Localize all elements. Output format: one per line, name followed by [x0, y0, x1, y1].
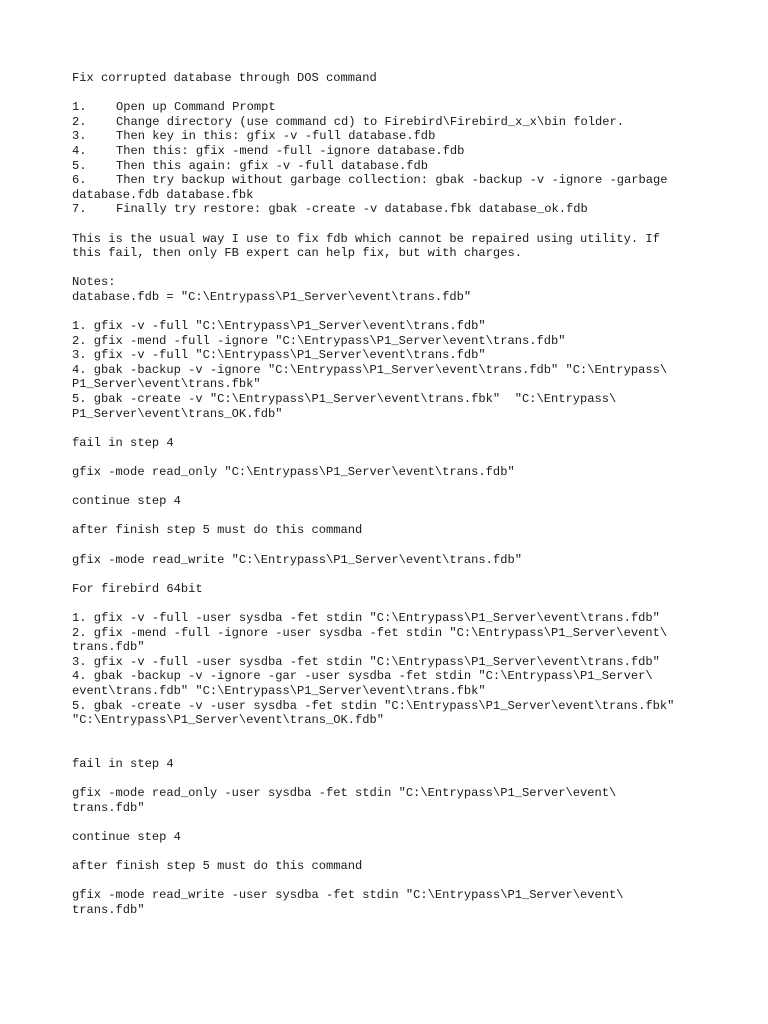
firebird-64bit-heading: For firebird 64bit: [72, 581, 203, 596]
fail-step-note: fail in step 4: [72, 756, 174, 771]
spacer: [72, 450, 762, 465]
read-only-command: trans.fdb": [72, 800, 145, 815]
step-text: Then this again: gfix -v -full database.fdb: [116, 158, 429, 173]
spacer: [72, 509, 762, 524]
step-number: 2.: [72, 114, 87, 129]
step-number: 6.: [72, 173, 87, 188]
command-line: P1_Server\event\trans_OK.fdb": [72, 406, 283, 421]
command-line: trans.fdb": [72, 640, 145, 655]
step-text: Then key in this: gfix -v -full database.fdb: [116, 129, 436, 144]
after-finish-note: after finish step 5 must do this command: [72, 523, 363, 538]
usual-way-line: this fail, then only FB expert can help fix, but with charges.: [72, 246, 522, 261]
command-line: 3. gfix -v -full -user sysdba -fet stdin "C:\Entrypass\P1_Server\event\trans.fdb": [72, 654, 660, 669]
read-write-command: gfix -mode read_write -user sysdba -fet stdin "C:\Entrypass\P1_Server\event\: [72, 888, 624, 903]
command-line: 2. gfix -mend -full -ignore -user sysdba -fet stdin "C:\Entrypass\P1_Server\event\: [72, 625, 668, 640]
spacer: [72, 874, 762, 889]
notes-label: Notes:: [72, 275, 116, 290]
step-number: 1.: [72, 100, 87, 115]
command-line: event\trans.fdb" "C:\Entrypass\P1_Server\event\trans.fbk": [72, 683, 486, 698]
spacer: [72, 772, 762, 787]
continue-note: continue step 4: [72, 494, 181, 509]
step-item: [72, 173, 762, 188]
document-page: [72, 71, 762, 917]
read-only-command: gfix -mode read_only -user sysdba -fet stdin "C:\Entrypass\P1_Server\event\: [72, 786, 617, 801]
spacer: [72, 844, 762, 859]
spacer: [72, 742, 762, 757]
read-write-command: gfix -mode read_write "C:\Entrypass\P1_Server\event\trans.fdb": [72, 552, 522, 567]
spacer: [72, 728, 762, 743]
command-line: 3. gfix -v -full "C:\Entrypass\P1_Server\event\trans.fdb": [72, 348, 486, 363]
command-line: 5. gbak -create -v -user sysdba -fet stdin "C:\Entrypass\P1_Server\event\trans.fbk": [72, 698, 675, 713]
step-item: [72, 129, 762, 144]
read-write-command: trans.fdb": [72, 902, 145, 917]
step-text: Finally try restore: gbak -create -v database.fbk database_ok.fdb: [116, 202, 588, 217]
step-number: 4.: [72, 143, 87, 158]
step-text: Change directory (use command cd) to Firebird\Firebird_x_x\bin folder.: [116, 114, 625, 129]
step-number: 5.: [72, 158, 87, 173]
document-title: Fix corrupted database through DOS command: [72, 71, 377, 85]
step-item: [72, 100, 762, 115]
spacer: [72, 596, 762, 611]
command-line: 4. gbak -backup -v -ignore "C:\Entrypass\P1_Server\event\trans.fdb" "C:\Entrypass\: [72, 362, 668, 377]
steps-list: [72, 100, 762, 217]
step-number: 7.: [72, 202, 87, 217]
command-line: P1_Server\event\trans.fbk": [72, 377, 261, 392]
usual-way-line: This is the usual way I use to fix fdb which cannot be repaired using utility. If: [72, 231, 660, 246]
spacer: [72, 217, 762, 232]
step-item: [72, 115, 762, 130]
spacer: [72, 815, 762, 830]
spacer: [72, 567, 762, 582]
command-line: 5. gbak -create -v "C:\Entrypass\P1_Server\event\trans.fbk" "C:\Entrypass\: [72, 392, 617, 407]
step-text-continuation: database.fdb database.fbk: [72, 187, 254, 202]
step-text: Then this: gfix -mend -full -ignore database.fdb: [116, 143, 465, 158]
commands-64bit: [72, 611, 762, 728]
step-number: 3.: [72, 129, 87, 144]
commands-32bit: [72, 319, 762, 421]
spacer: [72, 538, 762, 553]
after-finish-note: after finish step 5 must do this command: [72, 859, 363, 874]
spacer: [72, 480, 762, 495]
command-line: 4. gbak -backup -v -ignore -gar -user sysdba -fet stdin "C:\Entrypass\P1_Server\: [72, 669, 653, 684]
spacer: [72, 421, 762, 436]
step-item: [72, 144, 762, 159]
read-only-command: gfix -mode read_only "C:\Entrypass\P1_Server\event\trans.fdb": [72, 465, 515, 480]
notes-db-path: database.fdb = "C:\Entrypass\P1_Server\event\trans.fdb": [72, 289, 472, 304]
step-item: [72, 202, 762, 217]
fail-step-note: fail in step 4: [72, 435, 174, 450]
step-text: Open up Command Prompt: [116, 100, 276, 115]
spacer: [72, 86, 762, 101]
spacer: [72, 261, 762, 276]
spacer: [72, 305, 762, 320]
step-item: [72, 159, 762, 174]
command-line: 2. gfix -mend -full -ignore "C:\Entrypass\P1_Server\event\trans.fdb": [72, 333, 566, 348]
command-line: "C:\Entrypass\P1_Server\event\trans_OK.fdb": [72, 713, 385, 728]
command-line: 1. gfix -v -full "C:\Entrypass\P1_Server\event\trans.fdb": [72, 319, 486, 334]
step-text: Then try backup without garbage collection: gbak -backup -v -ignore -garbage: [116, 173, 668, 188]
continue-note: continue step 4: [72, 829, 181, 844]
command-line: 1. gfix -v -full -user sysdba -fet stdin "C:\Entrypass\P1_Server\event\trans.fdb": [72, 610, 660, 625]
